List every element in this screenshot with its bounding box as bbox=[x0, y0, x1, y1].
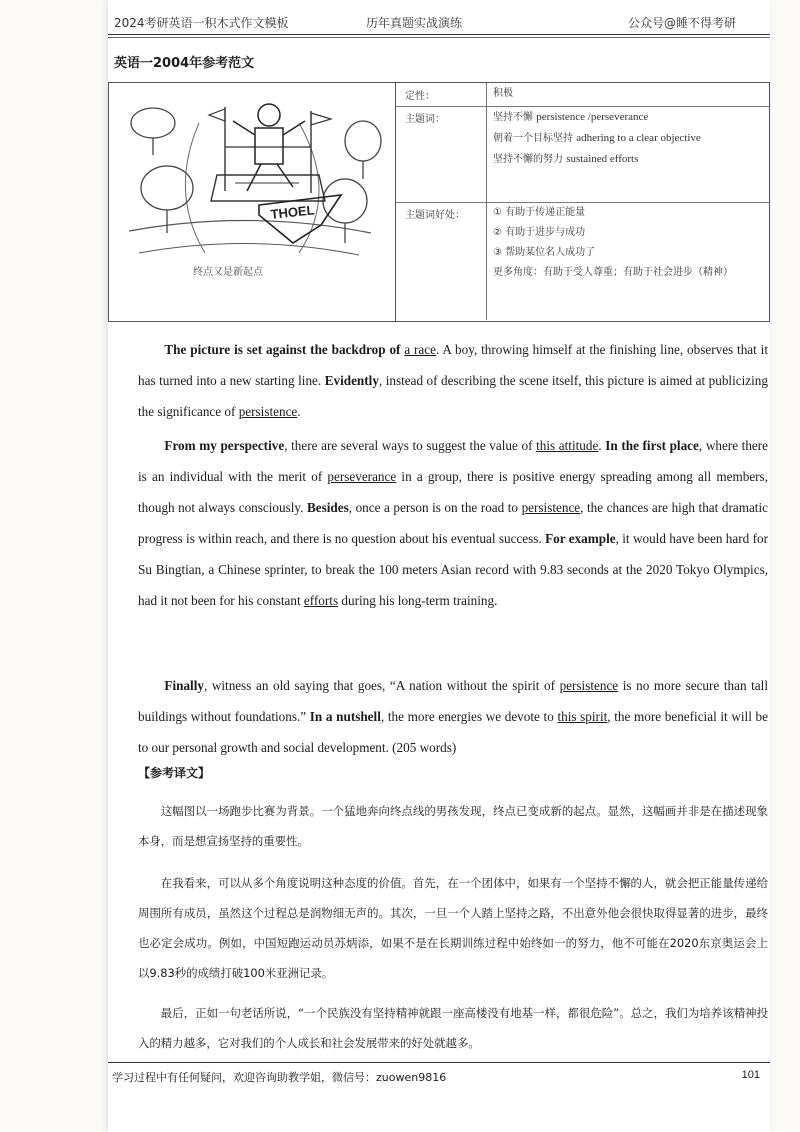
row-label: 定性： bbox=[395, 83, 487, 106]
page-footer bbox=[108, 1062, 770, 1087]
header-chapter: 历年真题实战演练 bbox=[366, 16, 463, 30]
table-row bbox=[395, 83, 769, 107]
cartoon-sign-text: THOEL bbox=[269, 202, 316, 222]
row-value: ③ 帮助某位名人成功了 bbox=[493, 247, 596, 258]
analysis-table bbox=[395, 83, 769, 321]
row-label: 主题词好处： bbox=[395, 202, 487, 320]
row-value: 更多角度：有助于受人尊重；有助于社会进步（精神） bbox=[493, 267, 733, 278]
translation-paragraph-1: 这幅图以一场跑步比赛为背景。一个猛地奔向终点线的男孩发现，终点已变成新的起点。显然，这幅画并非是在描述现象本身，而是想宣扬坚持的重要性。 bbox=[138, 804, 768, 848]
header-book-title: 2024考研英语一积木式作文模板 bbox=[114, 16, 289, 30]
analysis-box bbox=[108, 82, 770, 322]
picture-caption: 终点又是新起点 bbox=[193, 267, 263, 278]
row-value: 积极 bbox=[493, 88, 513, 99]
page-number: 101 bbox=[741, 1069, 760, 1081]
row-label: 主题词： bbox=[395, 106, 487, 202]
essay-paragraph-2: From my perspective, there are several ways to suggest the value of this attitude. In the first place, where there is an individual with the merit of perseverance in a group, there is positive energy spreading among all members, though not always consciously. Besides, once a person is on the road to persistence, the chances are high that dramatic progress is within reach, and there is no question about his eventual success. For example, it would have been hard for Su Bingtian, a Chinese sprinter, to break the 100 meters Asian record with 9.83 seconds at the 2020 Tokyo Olympics, had it not been for his constant efforts during his long-term training. bbox=[138, 438, 769, 608]
essay-paragraph-3: Finally, witness an old saying that goes, “A nation without the spirit of persistence is no more secure than tall buildings without foundations.” In a nutshell, the more energies we devote to this spirit, the more beneficial it will be to our personal growth and social development. (205 words) bbox=[138, 678, 768, 755]
translation-paragraph-3: 最后，正如一句老话所说，“一个民族没有坚持精神就跟一座高楼没有地基一样，都很危险”。总之，我们为培养该精神投入的精力越多，它对我们的个人成长和社会发展带来的好处就越多。 bbox=[138, 1006, 768, 1050]
row-value: ② 有助于进步与成功 bbox=[493, 227, 586, 238]
header-rule-thin bbox=[108, 37, 770, 38]
document-page bbox=[108, 0, 770, 1132]
cartoon-drawing bbox=[109, 83, 395, 321]
footer-contact: 学习过程中有任何疑问，欢迎咨询助教学姐，微信号：zuowen9816 bbox=[112, 1071, 447, 1084]
table-row bbox=[395, 106, 769, 203]
essay-paragraph-1: The picture is set against the backdrop of a race. A boy, throwing himself at the finishing line, observes that it has turned into a new starting line. Evidently, instead of describing the scene itself, this picture is aimed at publicizing the significance of persistence. bbox=[138, 342, 768, 419]
section-title: 英语一2004年参考范文 bbox=[114, 56, 255, 71]
row-value: ① 有助于传递正能量 bbox=[493, 207, 586, 218]
row-value: 坚持不懈 persistence /perseverance bbox=[493, 111, 649, 123]
translation-paragraph-2: 在我看来，可以从多个角度说明这种态度的价值。首先，在一个团体中，如果有一个坚持不懈的人，就会把正能量传递给周围所有成员，虽然这个过程总是润物细无声的。其次，一旦一个人踏上坚持之路，不出意外他会很快取得显著的进步，最终也必定会成功。例如，中国短跑运动员苏炳添，如果不是在长期训练过程中始终如一的努力，他不可能在2020东京奥运会上以9.83秒的成绩打破100米亚洲记录。 bbox=[138, 876, 768, 980]
cartoon-picture bbox=[109, 83, 396, 321]
table-row bbox=[395, 202, 769, 320]
translation-title: 【参考译文】 bbox=[138, 766, 211, 780]
header-account: 公众号@睡不得考研 bbox=[628, 16, 737, 30]
row-value: 朝着一个目标坚持 adhering to a clear objective bbox=[493, 132, 701, 144]
header-rule bbox=[108, 34, 770, 35]
page-header bbox=[108, 8, 770, 34]
row-value: 坚持不懈的努力 sustained efforts bbox=[493, 153, 639, 165]
